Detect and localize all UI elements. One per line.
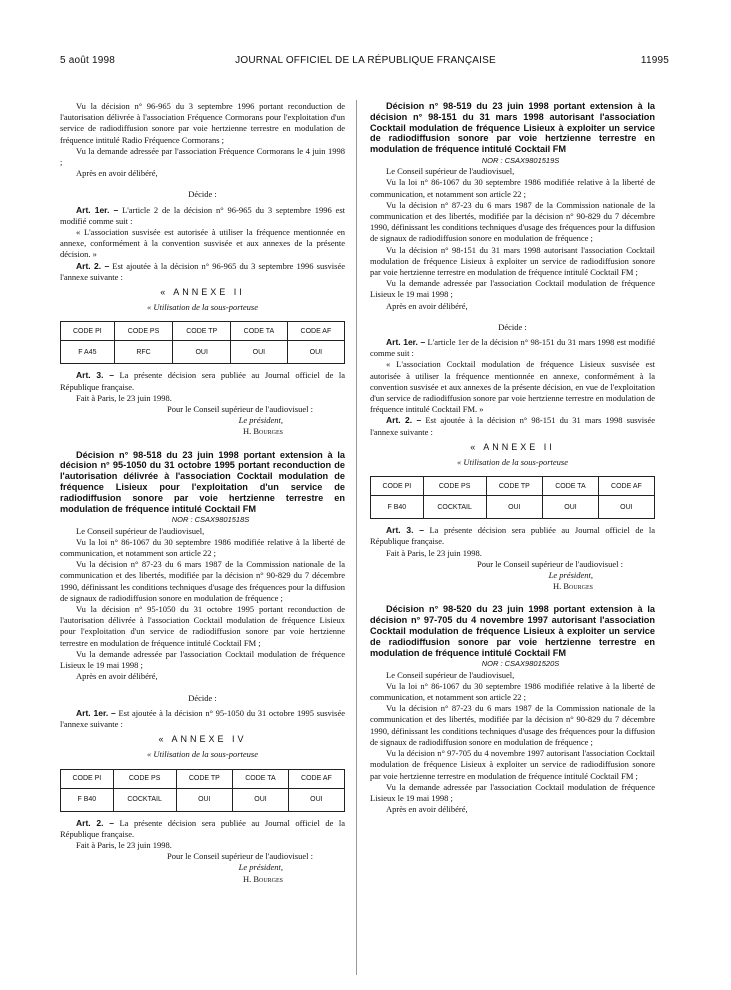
paragraph: Vu la demande adressée par l'association Cocktail modulation de fréquence Lisieux le 19 mai 1998 ; [370,781,655,803]
nor-reference [370,658,655,669]
article-label: Art. 2. – [386,415,422,426]
codes-table [370,476,655,519]
table-header-cell: CODE PS [423,477,486,496]
table-cell: OUI [231,341,288,364]
paragraph: Vu la demande adressée par l'association Cocktail modulation de fréquence Lisieux le 19 mai 1998 ; [60,648,345,671]
table-cell: OUI [173,341,231,364]
nor-text: NOR : CSAX9801518S [171,515,250,525]
annexe-subtitle: « Utilisation de la sous-porteuse [457,457,568,468]
article-text: L'article 2 de la décision n° 96-965 du 3 septembre 1996 est modifié comme suit : [60,204,345,226]
column-divider [356,100,357,975]
decision-title: Décision n° 98-518 du 23 juin 1998 portant extension à la décision n° 95-1050 du 31 octobre 1995 portant reconduction de l'autorisation délivrée à l'association Cocktail modulation de fréquence Lisieux pour l'exploitation d'un service de radiodiffusion sonore par voie hertzienne terrestre en modulation de fréquence intitulé Cocktail FM [60,449,345,514]
annexe-heading: « ANNEXE IV [158,734,247,745]
decide-heading: Décide : [188,692,217,703]
article-text: Est ajoutée à la décision n° 95-1050 du 31 octobre 1995 susvisée l'annexe suivante : [60,707,346,729]
paragraph: Vu la décision n° 87-23 du 6 mars 1987 de la Commission nationale de la communication et des libertés, modifiée par la décision n° 90-829 du 7 décembre 1990, définissant les conditions techniques d'usage des fréquences pour la diffusion de signaux de radiodiffusion sonore en modulation de fréquence ; [60,559,345,603]
nor-reference [60,514,345,525]
done-at: Fait à Paris, le 23 juin 1998. [76,392,172,403]
signature-name: H. Bourges [242,873,283,884]
article-label: Art. 2. – [76,817,114,828]
signature-for: Pour le Conseil supérieur de l'audiovisuel : [166,404,313,415]
table-header-cell: CODE TA [231,322,288,341]
table-cell: OUI [233,788,289,811]
signature-for: Pour le Conseil supérieur de l'audiovisuel : [476,558,623,569]
table-header-cell: CODE TP [486,477,543,496]
paragraph: Vu la décision n° 97-705 du 4 novembre 1997 autorisant l'association Cocktail modulation de fréquence Lisieux à exploiter un service de radiodiffusion sonore par voie hertzienne terrestre en modulation de fréquence intitulé Cocktail FM ; [370,748,655,781]
paragraph: Après en avoir délibéré, [386,804,468,815]
header-journal-title: JOURNAL OFFICIEL DE LA RÉPUBLIQUE FRANÇAISE [235,55,496,66]
nor-text: NOR : CSAX9801519S [481,155,560,165]
signature-role: Le président, [238,415,283,426]
article-3 [60,370,345,392]
table-header-row [61,769,345,788]
table-header-cell: CODE PI [61,769,114,788]
article-1 [60,708,345,730]
signature-name: H. Bourges [242,426,283,437]
article-2 [370,415,655,437]
paragraph: Vu la loi n° 86-1067 du 30 septembre 1986 modifiée relative à la liberté de communication, et notamment son article 22 ; [60,536,345,559]
table-header-cell: CODE TP [173,322,231,341]
article-quote: « L'association susvisée est autorisée à utiliser la fréquence mentionnée en annexe, conformément à la convention susvisée et aux annexes de la présente décision. » [60,227,345,260]
table-header-cell: CODE TA [233,769,289,788]
article-2 [60,818,345,840]
paragraph: Vu la demande adressée par l'association Cocktail modulation de fréquence Lisieux le 19 mai 1998 ; [370,278,655,300]
table-row [61,341,345,364]
header-page-number: 11995 [640,55,669,66]
done-at: Fait à Paris, le 23 juin 1998. [386,547,482,558]
decide-heading: Décide : [188,189,217,200]
paragraph: Le Conseil supérieur de l'audiovisuel, [386,669,515,680]
done-at: Fait à Paris, le 23 juin 1998. [76,839,172,850]
article-label: Art. 1er. – [76,204,119,215]
paragraph: Vu la loi n° 86-1067 du 30 septembre 1986 modifiée relative à la liberté de communication, et notamment son article 22 ; [370,177,655,199]
annexe-heading: « ANNEXE II [470,441,555,452]
paragraph: Vu la loi n° 86-1067 du 30 septembre 1986 modifiée relative à la liberté de communication, et notamment son article 22 ; [370,680,655,703]
decide-heading: Décide : [498,321,527,332]
signature-name: H. Bourges [552,581,593,592]
article-text: L'article 1er de la décision n° 98-151 du 31 mars 1998 est modifié comme suit : [370,337,655,359]
article-3 [370,525,655,547]
table-cell: OUI [288,788,344,811]
table-header-cell: CODE TA [543,477,599,496]
article-1 [60,205,345,227]
table-cell: RFC [114,341,173,364]
table-cell: F B40 [371,496,424,519]
article-label: Art. 3. – [76,370,114,381]
table-row [61,788,345,811]
paragraph: Le Conseil supérieur de l'audiovisuel, [386,166,515,177]
table-header-cell: CODE PI [371,477,424,496]
article-text: Est ajoutée à la décision n° 98-151 du 31 mars 1998 susvisée l'annexe suivante : [370,415,655,437]
paragraph: Vu la décision n° 96-965 du 3 septembre 1996 portant reconduction de l'autorisation délivrée à l'association Fréquence Cormorans pour l'exploitation d'un service de radiodiffusion sonore par voie hertzienne terrestre en modulation de fréquence intitulé Radio Fréquence Cormorans ; [60,101,345,145]
article-text: La présente décision sera publiée au Journal officiel de la République française. [370,525,656,547]
article-label: Art. 2. – [76,260,110,271]
nor-reference [370,155,655,166]
right-column [370,101,655,815]
signature-role: Le président, [548,570,593,581]
paragraph: Après en avoir délibéré, [386,300,468,311]
header-date: 5 août 1998 [60,55,116,66]
table-header-cell: CODE AF [288,769,344,788]
paragraph: Vu la décision n° 98-151 du 31 mars 1998 autorisant l'association Cocktail modulation de fréquence Lisieux à exploiter un service de radiodiffusion sonore par voie hertzienne terrestre en modulation de fréquence intitulé Cocktail FM ; [370,244,655,278]
paragraph: Vu la décision n° 95-1050 du 31 octobre 1995 portant reconduction de l'autorisation délivrée à l'association Cocktail modulation de fréquence Lisieux pour l'exploitation d'un service de radiodiffusion sonore par voie hertzienne terrestre en modulation de fréquence intitulé Cocktail FM ; [60,604,345,648]
table-cell: COCKTAIL [113,788,176,811]
table-cell: OUI [287,341,344,364]
annexe-heading: « ANNEXE II [160,287,245,298]
nor-text: NOR : CSAX9801520S [481,659,560,669]
paragraph: Vu la décision n° 87-23 du 6 mars 1987 de la Commission nationale de la communication et des libertés, modifiée par la décision n° 90-829 du 7 décembre 1990, définissant les conditions techniques d'usage des fréquences pour la diffusion de signaux de radiodiffusion sonore en modulation de fréquence ; [370,703,655,747]
codes-table [60,769,345,812]
paragraph: Le Conseil supérieur de l'audiovisuel, [76,525,205,536]
table-cell: OUI [486,496,543,519]
article-text: La présente décision sera publiée au Journal officiel de la République française. [60,817,346,839]
annexe-subtitle: « Utilisation de la sous-porteuse [147,749,258,760]
signature-role: Le président, [238,862,283,873]
article-text: Est ajoutée à la décision n° 96-965 du 3 septembre 1996 susvisée l'annexe suivante : [60,260,345,282]
table-cell: OUI [598,496,654,519]
table-header-cell: CODE AF [598,477,654,496]
signature-for: Pour le Conseil supérieur de l'audiovisuel : [166,851,313,862]
table-header-cell: CODE PS [114,322,173,341]
table-cell: COCKTAIL [423,496,486,519]
article-label: Art. 3. – [386,525,424,536]
paragraph: Vu la demande adressée par l'association Fréquence Cormorans le 4 juin 1998 ; [60,145,345,168]
article-quote: « L'association Cocktail modulation de fréquence Lisieux susvisée est autorisée à utiliser la fréquence mentionnée en annexe, conformément à la convention susvisée et aux annexes de la présente décision, en vue de l'exploitation d'un service de radiodiffusion sonore par voie hertzienne terrestre en modulation de fréquence intitulé Cocktail FM. » [370,359,655,415]
decision-title: Décision n° 98-520 du 23 juin 1998 portant extension à la décision n° 97-705 du 4 novembre 1997 autorisant l'association Cocktail modulation de fréquence Lisieux à exploiter un service de radiodiffusion sonore par voie hertzienne terrestre en modulation de fréquence intitulé Cocktail FM [370,604,655,658]
table-cell: F B40 [61,788,114,811]
article-label: Art. 1er. – [386,337,426,348]
codes-table [60,321,345,364]
table-header-row [371,477,655,496]
left-column [60,101,345,885]
table-header-cell: CODE PI [61,322,115,341]
table-cell: OUI [543,496,599,519]
article-1 [370,337,655,359]
paragraph: Après en avoir délibéré, [76,168,158,179]
table-cell: F A45 [61,341,115,364]
paragraph: Vu la décision n° 87-23 du 6 mars 1987 de la Commission nationale de la communication et des libertés, modifiée par la décision n° 90-829 du 7 décembre 1990, définissant les conditions techniques d'usage des fréquences pour la diffusion de signaux de radiodiffusion sonore en modulation de fréquence ; [370,199,655,244]
table-header-cell: CODE TP [176,769,233,788]
decision-title: Décision n° 98-519 du 23 juin 1998 portant extension à la décision n° 98-151 du 31 mars 1998 autorisant l'association Cocktail modulation de fréquence Lisieux à exploiter un service de radiodiffusion sonore par voie hertzienne terrestre en modulation de fréquence intitulé Cocktail FM [370,101,655,155]
paragraph: Après en avoir délibéré, [76,671,158,682]
table-cell: OUI [176,788,233,811]
table-header-cell: CODE AF [287,322,344,341]
table-row [371,496,655,519]
annexe-subtitle: « Utilisation de la sous-porteuse [147,302,258,313]
article-label: Art. 1er. – [76,707,116,718]
article-2 [60,261,345,283]
article-text: La présente décision sera publiée au Journal officiel de la République française. [60,370,346,392]
table-header-row [61,322,345,341]
table-header-cell: CODE PS [113,769,176,788]
